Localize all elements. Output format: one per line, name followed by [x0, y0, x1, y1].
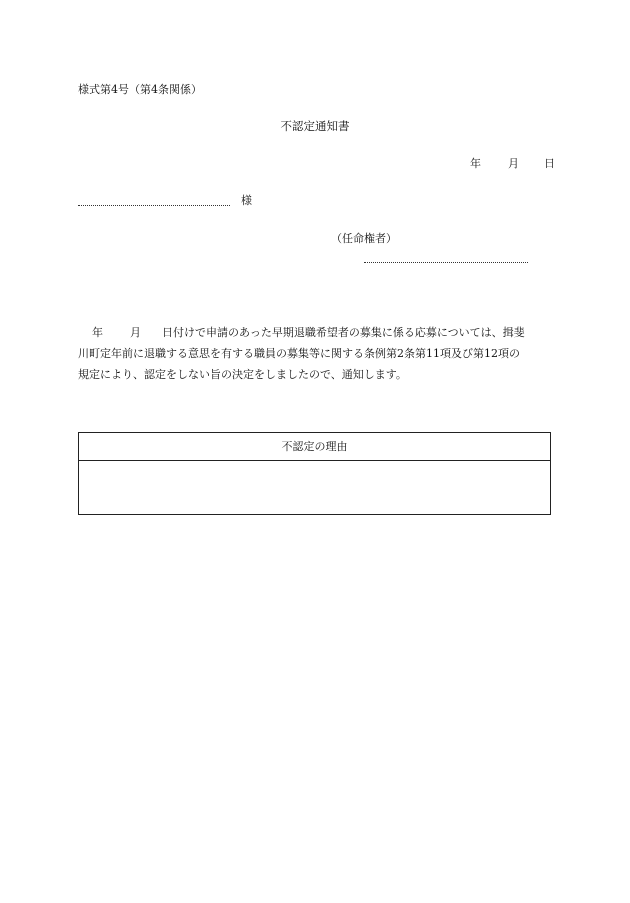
reason-table	[78, 432, 551, 515]
appointer-label: （任命権者）	[331, 232, 397, 245]
notice-body	[78, 322, 553, 385]
document-title: 不認定通知書	[280, 119, 350, 133]
body-line-3: 規定により、認定をしない旨の決定をしましたので、通知します。	[78, 368, 407, 381]
reason-table-content[interactable]	[79, 461, 550, 514]
body-line-1-text: 日付けで申請のあった早期退職希望者の募集に係る応募については、揖斐	[162, 326, 525, 339]
addressee-name-field[interactable]	[78, 205, 230, 206]
body-line-1	[78, 322, 553, 343]
addressee-suffix: 様	[241, 194, 252, 207]
appointer-name-field[interactable]	[364, 262, 528, 263]
body-line-2: 川町定年前に退職する意思を有する職員の募集等に関する条例第2条第11項及び第12項の	[78, 347, 520, 360]
date-day-label: 日	[544, 157, 555, 170]
body-year-label: 年	[92, 326, 103, 339]
reason-table-header: 不認定の理由	[79, 433, 550, 461]
body-month-label: 月	[130, 326, 141, 339]
form-number: 様式第4号（第4条関係）	[78, 83, 202, 96]
date-month-label: 月	[508, 157, 519, 170]
date-year-label: 年	[470, 157, 481, 170]
date-line	[470, 158, 555, 169]
